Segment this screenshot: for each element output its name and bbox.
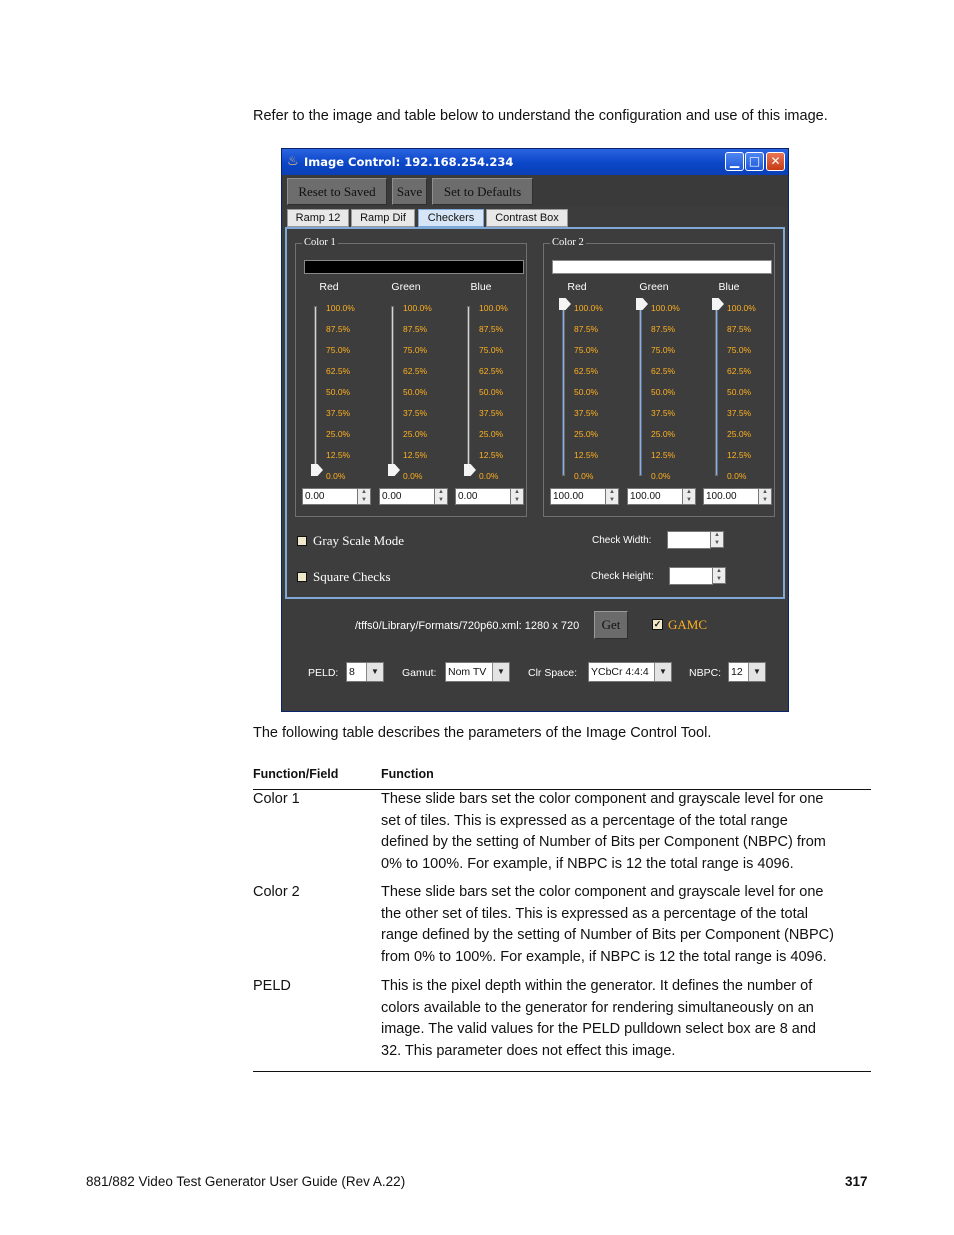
color2-green-spinner[interactable] <box>682 488 696 505</box>
color2-blue-slider[interactable] <box>715 306 718 476</box>
image-control-window <box>281 148 789 712</box>
color-2-title: Color 2 <box>552 237 584 248</box>
color1-green-spinner[interactable] <box>434 488 448 505</box>
format-controls <box>282 601 788 711</box>
color1-blue-label: Blue <box>470 281 492 293</box>
slider-tick-label: 37.5% <box>727 408 752 418</box>
slider-tick-label: 37.5% <box>574 408 599 418</box>
slider-tick-label: 75.0% <box>651 345 676 355</box>
color1-red-value-input[interactable]: 0.00 <box>302 488 358 505</box>
slider-tick-label: 100.0% <box>326 303 355 313</box>
slider-tick-label: 25.0% <box>727 429 752 439</box>
slider-tick-label: 62.5% <box>727 366 752 376</box>
tab-strip <box>285 208 785 228</box>
get-button[interactable]: Get <box>594 611 628 639</box>
nbpc-value: 12 <box>731 666 743 678</box>
slider-tick-label: 100.0% <box>403 303 432 313</box>
slider-thumb-icon[interactable] <box>464 464 476 476</box>
gamc-label: GAMC <box>668 617 708 632</box>
color-2-group <box>543 237 775 517</box>
spin-up-icon: ▲ <box>716 568 722 574</box>
description-line: range defined by the setting of Number of Bits per Component (NBPC) <box>381 927 834 944</box>
slider-tick-label: 37.5% <box>403 408 428 418</box>
close-icon: ✕ <box>770 154 781 168</box>
reset-to-saved-button[interactable]: Reset to Saved <box>287 178 387 205</box>
slider-tick-label: 25.0% <box>651 429 676 439</box>
color1-green-value-input[interactable]: 0.00 <box>379 488 435 505</box>
slider-tick-label: 100.0% <box>651 303 680 313</box>
slider-tick-label: 62.5% <box>326 366 351 376</box>
gray-scale-mode-checkbox[interactable] <box>297 536 307 546</box>
slider-fill <box>563 307 564 475</box>
java-cup-icon: ♨ <box>287 154 299 169</box>
slider-thumb-icon[interactable] <box>311 464 323 476</box>
slider-tick-label: 75.0% <box>727 345 752 355</box>
maximize-icon: □ <box>748 154 761 168</box>
toolbar <box>282 175 788 207</box>
page-number: 317 <box>845 1174 868 1189</box>
minimize-icon: ▁ <box>729 154 740 168</box>
spin-up-icon: ▲ <box>714 532 720 538</box>
row-description <box>381 976 867 1062</box>
peld-value: 8 <box>349 666 355 678</box>
spin-down-icon: ▼ <box>762 497 768 503</box>
spin-down-icon: ▼ <box>361 497 367 503</box>
color-1-title: Color 1 <box>304 237 336 248</box>
clr-space-value: YCbCr 4:4:4 <box>591 666 649 678</box>
slider-thumb-icon[interactable] <box>559 298 571 310</box>
spin-down-icon: ▼ <box>438 497 444 503</box>
slider-tick-label: 25.0% <box>574 429 599 439</box>
color2-blue-spinner[interactable] <box>758 488 772 505</box>
description-line: colors available to the generator for rendering simultaneously on an <box>381 999 814 1016</box>
slider-tick-label: 75.0% <box>403 345 428 355</box>
slider-tick-label: 0.0% <box>574 471 594 481</box>
clr-space-select[interactable] <box>588 662 672 682</box>
slider-tick-label: 25.0% <box>479 429 504 439</box>
color2-red-spinner[interactable] <box>605 488 619 505</box>
slider-tick-label: 87.5% <box>479 324 504 334</box>
color-1-swatch <box>304 260 524 274</box>
description-line: defined by the setting of Number of Bits per Component (NBPC) from <box>381 834 826 851</box>
gamut-value: Nom TV <box>448 666 487 678</box>
save-button[interactable]: Save <box>392 178 427 205</box>
slider-tick-label: 75.0% <box>326 345 351 355</box>
slider-tick-label: 0.0% <box>403 471 423 481</box>
check-height-input[interactable] <box>669 567 713 585</box>
minimize-button[interactable] <box>725 152 744 171</box>
slider-tick-label: 50.0% <box>326 387 351 397</box>
slider-tick-label: 100.0% <box>574 303 603 313</box>
color2-green-value-input[interactable]: 100.00 <box>627 488 683 505</box>
row-description <box>381 789 867 875</box>
slider-tick-label: 37.5% <box>479 408 504 418</box>
color2-blue-value-input[interactable]: 100.00 <box>703 488 759 505</box>
color2-red-label: Red <box>567 281 587 293</box>
spin-up-icon: ▲ <box>609 489 615 495</box>
slider-tick-label: 37.5% <box>326 408 351 418</box>
slider-tick-label: 87.5% <box>651 324 676 334</box>
slider-tick-label: 62.5% <box>574 366 599 376</box>
slider-fill <box>640 307 641 475</box>
slider-tick-label: 62.5% <box>479 366 504 376</box>
description-line: This is the pixel depth within the generator. It defines the number of <box>381 978 813 994</box>
close-button[interactable] <box>766 152 785 171</box>
slider-tick-label: 50.0% <box>574 387 599 397</box>
slider-tick-label: 12.5% <box>326 450 351 460</box>
window-title: Image Control: 192.168.254.234 <box>304 155 514 169</box>
color1-red-label: Red <box>319 281 339 293</box>
slider-tick-label: 50.0% <box>651 387 676 397</box>
slider-tick-label: 12.5% <box>651 450 676 460</box>
color1-green-slider[interactable] <box>391 306 394 476</box>
window-title-bar[interactable] <box>282 149 788 175</box>
description-line: set of tiles. This is expressed as a percentage of the total range <box>381 812 788 829</box>
slider-tick-label: 75.0% <box>479 345 504 355</box>
spin-up-icon: ▲ <box>514 489 520 495</box>
slider-tick-label: 12.5% <box>403 450 428 460</box>
slider-thumb-icon[interactable] <box>388 464 400 476</box>
clr-space-label: Clr Space: <box>528 667 578 679</box>
slider-fill <box>716 307 717 475</box>
row-field: Color 2 <box>253 884 300 900</box>
peld-label: PELD: <box>308 667 339 679</box>
spin-down-icon: ▼ <box>714 540 720 546</box>
color-2-swatch <box>552 260 772 274</box>
chevron-down-icon: ▼ <box>492 663 509 681</box>
tab-ramp-dif[interactable]: Ramp Dif <box>351 209 415 227</box>
spin-down-icon: ▼ <box>609 497 615 503</box>
color2-red-slider[interactable] <box>562 306 565 476</box>
spin-up-icon: ▲ <box>361 489 367 495</box>
color2-blue-label: Blue <box>718 281 740 293</box>
nbpc-select[interactable] <box>728 662 766 682</box>
format-path-label: /tffs0/Library/Formats/720p60.xml: 1280 x 720 <box>355 620 580 632</box>
spin-up-icon: ▲ <box>438 489 444 495</box>
slider-thumb-icon[interactable] <box>636 298 648 310</box>
check-height-spinner[interactable] <box>712 567 726 584</box>
slider-tick-label: 0.0% <box>651 471 671 481</box>
tab-checkers[interactable]: Checkers <box>418 209 484 227</box>
intro-text: Refer to the image and table below to understand the configuration and use of this image. <box>253 108 828 124</box>
row-field: Color 1 <box>253 791 300 807</box>
check-width-spinner[interactable] <box>710 531 724 548</box>
description-line: These slide bars set the color component and grayscale level for one <box>381 884 824 900</box>
slider-tick-label: 0.0% <box>326 471 346 481</box>
slider-tick-label: 0.0% <box>727 471 747 481</box>
checkers-panel <box>285 227 785 599</box>
color2-green-slider[interactable] <box>639 306 642 476</box>
chevron-down-icon: ▼ <box>366 663 383 681</box>
slider-tick-label: 12.5% <box>574 450 599 460</box>
spin-down-icon: ▼ <box>716 576 722 582</box>
check-height-label: Check Height: <box>591 571 654 582</box>
tab-ramp-12[interactable]: Ramp 12 <box>287 209 349 227</box>
gamut-select[interactable] <box>445 662 510 682</box>
square-checks-label: Square Checks <box>313 569 391 584</box>
check-width-input[interactable] <box>667 531 711 549</box>
table-header-field: Function/Field <box>253 767 339 781</box>
gray-scale-mode-label: Gray Scale Mode <box>313 533 404 548</box>
slider-tick-label: 37.5% <box>651 408 676 418</box>
description-line: image. The valid values for the PELD pulldown select box are 8 and <box>381 1021 816 1038</box>
table-caption: The following table describes the parameters of the Image Control Tool. <box>253 725 712 741</box>
nbpc-label: NBPC: <box>689 667 722 679</box>
slider-tick-label: 62.5% <box>403 366 428 376</box>
slider-tick-label: 25.0% <box>326 429 351 439</box>
slider-tick-label: 25.0% <box>403 429 428 439</box>
chevron-down-icon: ▼ <box>748 663 765 681</box>
spin-up-icon: ▲ <box>762 489 768 495</box>
description-line: These slide bars set the color component and grayscale level for one <box>381 791 824 807</box>
slider-tick-label: 12.5% <box>727 450 752 460</box>
gamc-checkbox[interactable] <box>652 619 663 630</box>
description-line: 32. This parameter does not effect this image. <box>381 1042 676 1059</box>
color1-blue-value-input[interactable]: 0.00 <box>455 488 511 505</box>
color-1-group <box>295 237 527 517</box>
gamut-label: Gamut: <box>402 667 437 679</box>
table-header-function: Function <box>381 767 434 781</box>
row-description <box>381 882 867 968</box>
maximize-button[interactable] <box>745 152 764 171</box>
slider-tick-label: 0.0% <box>479 471 499 481</box>
slider-tick-label: 87.5% <box>574 324 599 334</box>
checkmark-icon: ✓ <box>653 619 662 629</box>
chevron-down-icon: ▼ <box>654 663 671 681</box>
slider-tick-label: 75.0% <box>574 345 599 355</box>
slider-tick-label: 50.0% <box>727 387 752 397</box>
color1-red-slider[interactable] <box>314 306 317 476</box>
description-line: the other set of tiles. This is expressed as a percentage of the total <box>381 905 808 922</box>
spin-up-icon: ▲ <box>686 489 692 495</box>
color1-blue-slider[interactable] <box>467 306 470 476</box>
color2-green-label: Green <box>639 281 669 293</box>
set-to-defaults-button[interactable]: Set to Defaults <box>432 178 533 205</box>
spin-down-icon: ▼ <box>514 497 520 503</box>
spin-down-icon: ▼ <box>686 497 692 503</box>
description-line: from 0% to 100%. For example, if NBPC is 12 the total range is 4096. <box>381 948 827 965</box>
slider-tick-label: 50.0% <box>403 387 428 397</box>
slider-tick-label: 100.0% <box>479 303 508 313</box>
square-checks-checkbox[interactable] <box>297 572 307 582</box>
slider-tick-label: 12.5% <box>479 450 504 460</box>
peld-select[interactable] <box>346 662 384 682</box>
color1-green-label: Green <box>391 281 421 293</box>
slider-tick-label: 50.0% <box>479 387 504 397</box>
slider-tick-label: 87.5% <box>403 324 428 334</box>
slider-thumb-icon[interactable] <box>712 298 724 310</box>
color1-blue-spinner[interactable] <box>510 488 524 505</box>
color2-red-value-input[interactable]: 100.00 <box>550 488 606 505</box>
description-line: 0% to 100%. For example, if NBPC is 12 the total range is 4096. <box>381 855 794 872</box>
slider-tick-label: 62.5% <box>651 366 676 376</box>
color1-red-spinner[interactable] <box>357 488 371 505</box>
table-bottom-rule <box>253 1071 871 1072</box>
slider-tick-label: 100.0% <box>727 303 756 313</box>
slider-tick-label: 87.5% <box>326 324 351 334</box>
check-width-label: Check Width: <box>592 535 652 546</box>
tab-contrast-box[interactable]: Contrast Box <box>486 209 568 227</box>
footer-title: 881/882 Video Test Generator User Guide (Rev A.22) <box>86 1174 406 1189</box>
row-field: PELD <box>253 978 291 994</box>
slider-tick-label: 87.5% <box>727 324 752 334</box>
